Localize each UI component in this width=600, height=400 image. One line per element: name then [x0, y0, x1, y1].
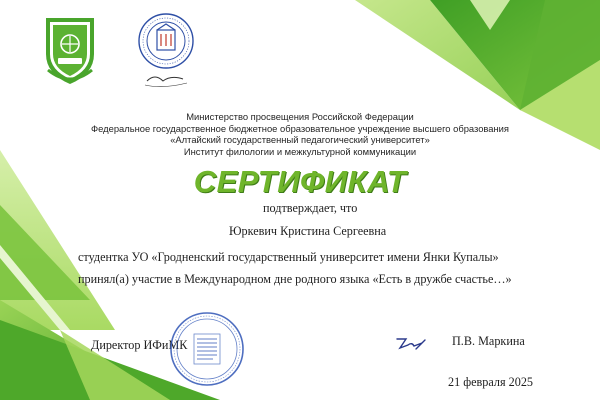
issue-date: 21 февраля 2025 [448, 375, 534, 389]
confirms-text: подтверждает, что [263, 201, 358, 215]
university-emblem-logo [133, 11, 199, 91]
recipient-name: Юркевич Кристина Сергеевна [229, 224, 387, 238]
blue-stamp-seal [168, 310, 246, 388]
signer-name: П.В. Маркина [452, 334, 525, 348]
university-name-line: «Алтайский государственный педагогический университет» [170, 134, 430, 146]
certificate-title: СЕРТИФИКАТ [193, 164, 407, 199]
director-title: Директор ИФиМК [91, 338, 188, 352]
organization-header [60, 111, 540, 157]
institute-shield-logo [40, 14, 100, 86]
institution-type-line: Федеральное государственное бюджетное образовательное учреждение высшего образования [91, 122, 509, 134]
student-affiliation: студентка УО «Гродненский государственный университет имени Янки Купалы» [78, 250, 499, 264]
signature [394, 334, 428, 352]
institute-line: Институт филологии и межкультурной коммуникации [183, 145, 417, 157]
ministry-line: Министерство просвещения Российской Федерации [186, 111, 414, 122]
participation-text: принял(а) участие в Международном дне родного языка «Есть в дружбе счастье…» [78, 272, 512, 286]
